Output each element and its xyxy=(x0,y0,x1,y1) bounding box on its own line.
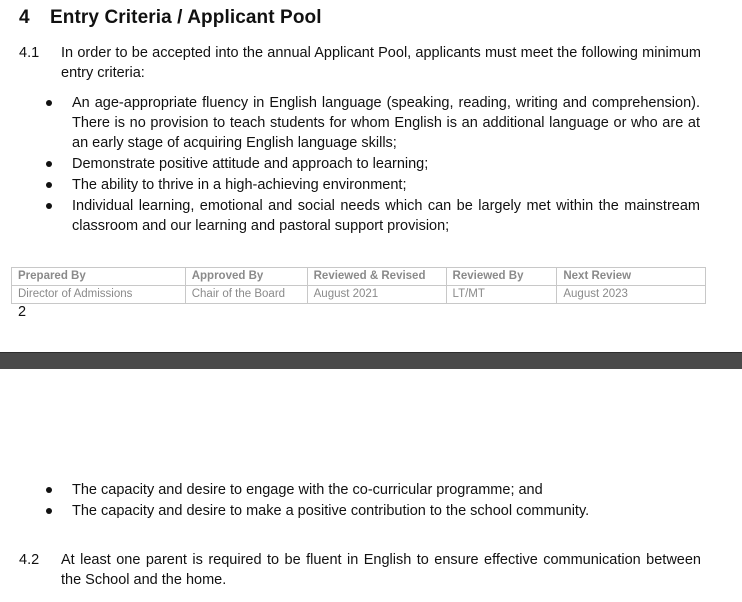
header-prepared-by: Prepared By xyxy=(12,268,186,286)
value-approved-by: Chair of the Board xyxy=(185,286,307,304)
clause-4-1 xyxy=(19,43,701,83)
bullet-icon xyxy=(46,508,52,514)
value-reviewed-revised: August 2021 xyxy=(307,286,446,304)
clause-text: In order to be accepted into the annual Applicant Pool, applicants must meet the following minimum entry criteria: xyxy=(61,45,701,81)
document-page-2 xyxy=(0,369,742,602)
list-item xyxy=(46,501,700,521)
document-control-table xyxy=(11,267,706,304)
header-next-review: Next Review xyxy=(557,268,706,286)
header-approved-by: Approved By xyxy=(185,268,307,286)
clause-4-2 xyxy=(19,550,701,590)
table-header-row xyxy=(12,268,706,286)
list-item xyxy=(46,154,700,174)
entry-criteria-list xyxy=(46,93,700,237)
list-item-text: The capacity and desire to engage with the co-curricular programme; and xyxy=(72,482,543,498)
list-item-text: The capacity and desire to make a positive contribution to the school community. xyxy=(72,503,590,519)
value-reviewed-by: LT/MT xyxy=(446,286,557,304)
list-item-text: An age-appropriate fluency in English language (speaking, reading, writing and comprehension). There is no provision to teach students for whom English is an additional language or who are at an early stage of acquiring English language skills; xyxy=(72,95,700,151)
value-next-review: August 2023 xyxy=(557,286,706,304)
bullet-icon xyxy=(46,487,52,493)
bullet-icon xyxy=(46,203,52,209)
page-number: 2 xyxy=(18,304,27,320)
list-item-text: Demonstrate positive attitude and approach to learning; xyxy=(72,156,429,172)
bullet-icon xyxy=(46,161,52,167)
page-separator xyxy=(0,352,742,369)
list-item xyxy=(46,480,700,500)
value-prepared-by: Director of Admissions xyxy=(12,286,186,304)
header-reviewed-revised: Reviewed & Revised xyxy=(307,268,446,286)
list-item xyxy=(46,175,700,195)
section-number: 4 xyxy=(19,7,30,28)
table-row xyxy=(12,286,706,304)
list-item xyxy=(46,93,700,153)
entry-criteria-list-continued xyxy=(46,480,700,522)
header-reviewed-by: Reviewed By xyxy=(446,268,557,286)
clause-number: 4.2 xyxy=(19,552,40,568)
list-item-text: The ability to thrive in a high-achieving environment; xyxy=(72,177,407,193)
bullet-icon xyxy=(46,182,52,188)
list-item-text: Individual learning, emotional and social needs which can be largely met within the mainstream classroom and our learning and pastoral support provision; xyxy=(72,198,700,234)
section-heading xyxy=(19,7,322,29)
clause-text: At least one parent is required to be fluent in English to ensure effective communication between the School and the home. xyxy=(61,552,701,588)
section-title: Entry Criteria / Applicant Pool xyxy=(50,7,322,28)
list-item xyxy=(46,196,700,236)
clause-number: 4.1 xyxy=(19,45,40,61)
bullet-icon xyxy=(46,100,52,106)
